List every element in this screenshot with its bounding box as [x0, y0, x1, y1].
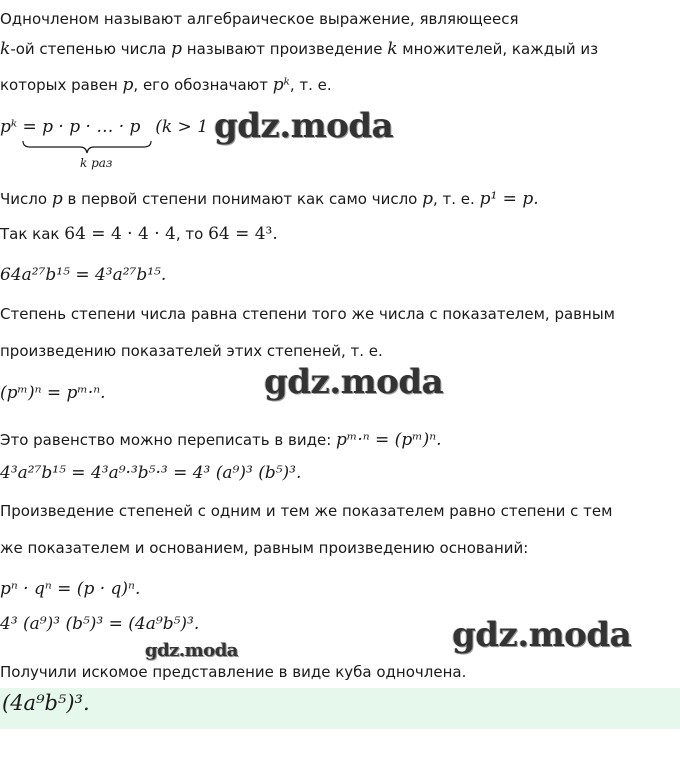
- math-condition: (k > 1: [155, 117, 209, 137]
- text-line-2: [0, 40, 598, 58]
- text-fragment: , его обозначают: [133, 76, 273, 94]
- text-fragment: называют произведение: [182, 40, 388, 58]
- watermark-logo: gdz.moda: [264, 362, 444, 402]
- text-fragment: Число: [0, 190, 52, 208]
- math-p1-eq: p¹ = p.: [479, 189, 539, 209]
- text-line-14: же показателем и основанием, равным произведению оснований:: [0, 539, 529, 557]
- text-fragment: , т. е.: [289, 76, 332, 94]
- formula-power-of-power: (pᵐ)ⁿ = pᵐ·ⁿ.: [0, 383, 106, 403]
- text-fragment: , т. е.: [433, 190, 480, 208]
- answer-highlight: [0, 688, 680, 729]
- math-k: k: [0, 39, 11, 59]
- text-fragment: в первой степени понимают как само число: [62, 190, 423, 208]
- math-formula: pᵏ = p · p · … · p: [0, 117, 141, 137]
- text-fragment: множителей, каждый из: [397, 40, 599, 58]
- underbrace-label: k раз: [80, 156, 113, 170]
- formula-product-of-powers: pⁿ · qⁿ = (p · q)ⁿ.: [0, 579, 141, 599]
- text-line-17: Получили искомое представление в виде куба одночлена.: [0, 663, 467, 681]
- math-p: p: [171, 39, 183, 59]
- text-line-11: [0, 431, 442, 449]
- math-p-power-k: pᵏ: [272, 75, 290, 95]
- watermark-logo: gdz.moda: [452, 615, 632, 655]
- math-eq64: 64 = 4 · 4 · 4: [64, 224, 176, 244]
- text-fragment: которых равен: [0, 76, 123, 94]
- underbrace-icon: [22, 140, 152, 154]
- math-eq64b: 64 = 4³.: [208, 224, 278, 244]
- formula-line-16: 4³ (a⁹)³ (b⁵)³ = (4a⁹b⁵)³.: [0, 614, 200, 634]
- text-fragment: , то: [175, 225, 209, 243]
- math-p: p: [122, 75, 134, 95]
- math-p: p: [422, 189, 433, 209]
- text-fragment: -ой степенью числа: [10, 40, 172, 58]
- watermark-logo: gdz.moda: [214, 106, 394, 146]
- text-fragment: Это равенство можно переписать в виде:: [0, 431, 337, 449]
- math-k: k: [387, 39, 398, 59]
- formula-line-7: 64a²⁷b¹⁵ = 4³a²⁷b¹⁵.: [0, 265, 167, 285]
- math-p: p: [51, 189, 63, 209]
- text-line-3: [0, 76, 332, 94]
- text-line-13: Произведение степеней с одним и тем же показателем равно степени с тем: [0, 502, 613, 520]
- watermark-logo: gdz.moda: [145, 640, 238, 661]
- text-line-8: Степень степени числа равна степени того же числа с показателем, равным: [0, 305, 615, 323]
- formula-line-12: 4³a²⁷b¹⁵ = 4³a⁹·³b⁵·³ = 4³ (a⁹)³ (b⁵)³.: [0, 463, 302, 483]
- text-line-6: [0, 225, 278, 243]
- formula-power-definition: [0, 118, 208, 136]
- text-line-5: [0, 190, 539, 208]
- text-fragment: Так как: [0, 225, 65, 243]
- math-rewrite: pᵐ·ⁿ = (pᵐ)ⁿ.: [336, 430, 442, 450]
- text-line-1: Одночленом называют алгебраическое выражение, являющееся: [0, 10, 519, 28]
- answer-formula: (4a⁹b⁵)³.: [2, 691, 90, 715]
- text-line-9: произведению показателей этих степеней, т. е.: [0, 342, 383, 360]
